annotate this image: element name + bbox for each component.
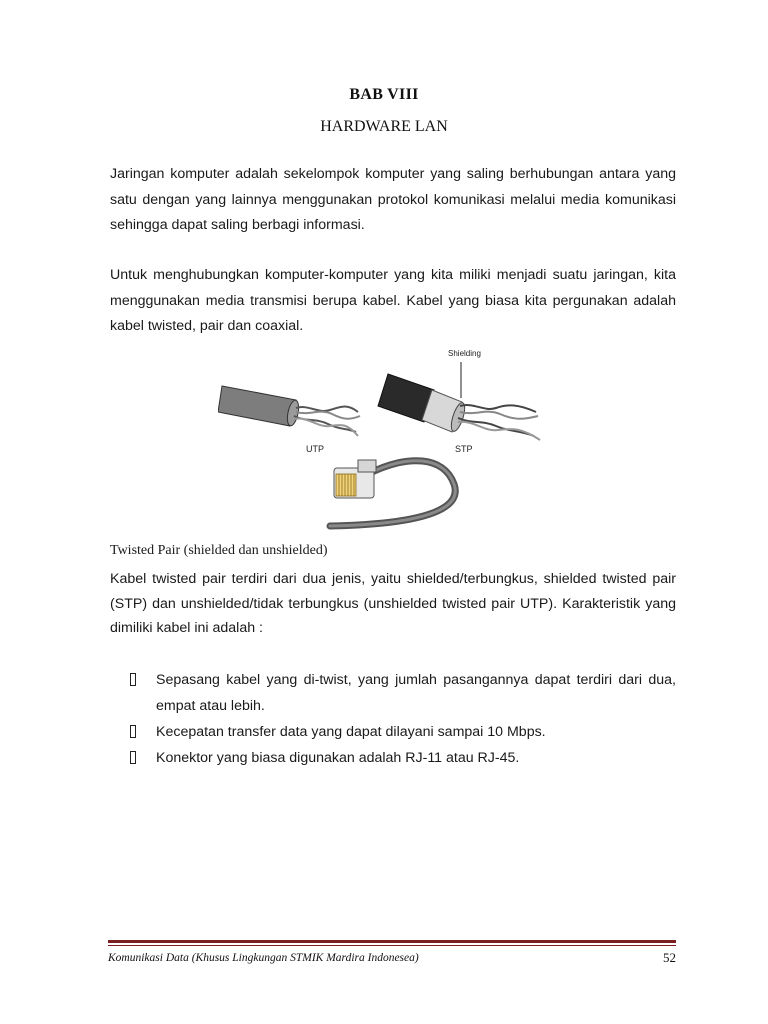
intro-paragraph: Jaringan komputer adalah sekelompok komputer yang saling berhubungan antara yang satu dengan yang lainnya menggunakan protokol komunikasi melalui media komunikasi sehingga dapat saling berbagi informasi. bbox=[110, 166, 676, 233]
cable-figure-svg bbox=[218, 344, 570, 536]
utp-label: UTP bbox=[306, 444, 324, 454]
rj45-connector bbox=[330, 460, 455, 526]
section-heading: Twisted Pair (shielded dan unshielded) bbox=[110, 543, 328, 558]
chapter-title: HARDWARE LAN bbox=[320, 118, 448, 135]
list-item-text: Konektor yang biasa digunakan adalah RJ-11 atau RJ-45. bbox=[156, 750, 520, 766]
list-item bbox=[130, 719, 676, 745]
stp-label: STP bbox=[455, 444, 473, 454]
shielding-label: Shielding bbox=[448, 349, 481, 358]
chapter-number: BAB VIII bbox=[349, 86, 419, 103]
bullet-icon bbox=[130, 673, 136, 686]
page-number: 52 bbox=[663, 950, 676, 965]
list-item-text: Sepasang kabel yang di-twist, yang jumlah pasangannya dapat terdiri dari dua, empat atau lebih. bbox=[156, 672, 676, 714]
utp-cable bbox=[218, 386, 360, 436]
list-item-text: Kecepatan transfer data yang dapat dilayani sampai 10 Mbps. bbox=[156, 724, 546, 740]
media-paragraph: Untuk menghubungkan komputer-komputer yang kita miliki menjadi suatu jaringan, kita menggunakan media transmisi berupa kabel. Kabel yang biasa kita pergunakan adalah kabel twisted, pair dan coaxial. bbox=[110, 267, 676, 334]
stp-cable bbox=[378, 362, 540, 440]
bullet-icon bbox=[130, 751, 136, 764]
footer-divider-thin bbox=[108, 945, 676, 946]
section-body: Kabel twisted pair terdiri dari dua jenis, yaitu shielded/terbungkus, shielded twisted pair (STP) dan unshielded/tidak terbungkus (unshielded twisted pair UTP). Karakteristik yang dimiliki kabel ini adalah : bbox=[110, 571, 676, 636]
list-item bbox=[130, 667, 676, 719]
footer-title: Komunikasi Data (Khusus Lingkungan STMIK Mardira Indonesea) bbox=[108, 952, 419, 964]
footer-divider bbox=[108, 940, 676, 943]
characteristics-list bbox=[130, 667, 676, 771]
cable-illustration bbox=[218, 344, 570, 536]
bullet-icon bbox=[130, 725, 136, 738]
list-item bbox=[130, 745, 676, 771]
